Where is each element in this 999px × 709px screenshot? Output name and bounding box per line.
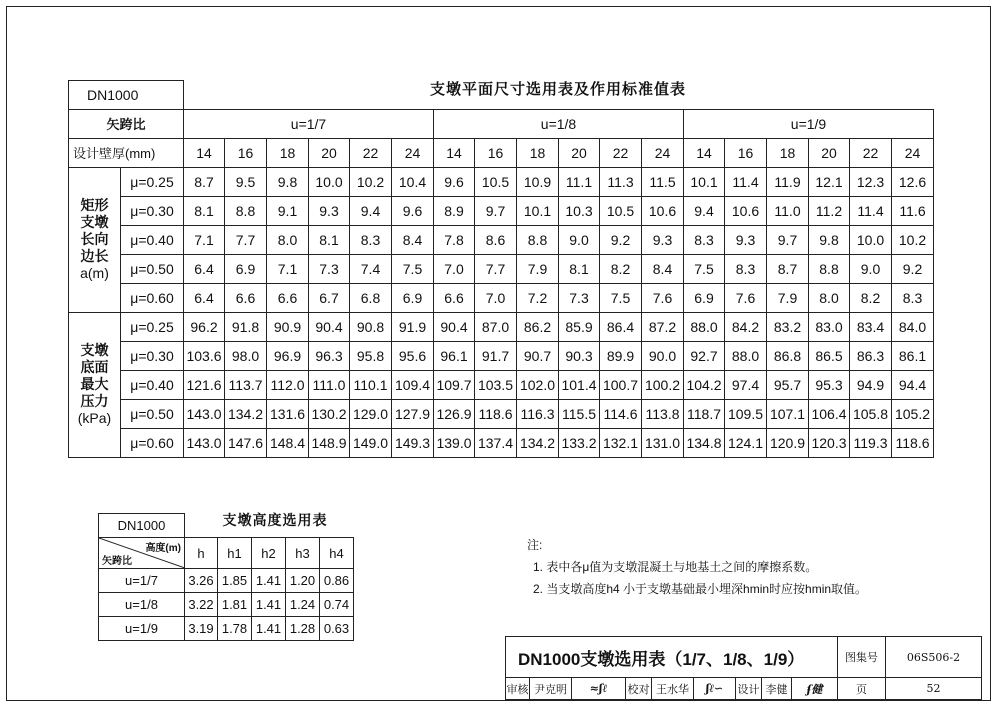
- table-cell: 137.4: [475, 428, 517, 457]
- table-cell: 9.4: [684, 196, 725, 225]
- table-cell: 97.4: [725, 370, 767, 399]
- table-cell: 120.3: [809, 428, 850, 457]
- table-cell: 105.2: [892, 399, 934, 428]
- table-cell: 9.2: [892, 254, 934, 283]
- table-cell: 7.0: [434, 254, 475, 283]
- height-header: h1: [218, 538, 252, 569]
- table-cell: 109.7: [434, 370, 475, 399]
- table-cell: 12.3: [850, 167, 892, 196]
- table-cell: 83.4: [850, 312, 892, 341]
- table-cell: 95.8: [350, 341, 392, 370]
- thickness-header: 22: [600, 138, 642, 167]
- table-cell: 87.0: [475, 312, 517, 341]
- table-cell: 134.2: [225, 399, 267, 428]
- label-line: 边长: [80, 248, 109, 264]
- table-cell: 95.7: [767, 370, 809, 399]
- table-cell: 7.1: [184, 225, 225, 254]
- table-cell: 9.1: [267, 196, 309, 225]
- label-line: (kPa): [77, 410, 112, 426]
- thickness-header: 16: [475, 138, 517, 167]
- table-cell: 6.6: [267, 283, 309, 312]
- table-cell: 1.24: [286, 593, 320, 617]
- table-cell: 118.6: [475, 399, 517, 428]
- mu-label: μ=0.30: [121, 341, 184, 370]
- table-cell: 8.7: [767, 254, 809, 283]
- label-line: a(m): [80, 265, 109, 281]
- table-cell: 149.0: [350, 428, 392, 457]
- table-row: [69, 283, 934, 312]
- table-cell: 9.7: [475, 196, 517, 225]
- table-cell: 7.5: [600, 283, 642, 312]
- table-cell: 96.3: [309, 341, 350, 370]
- table-cell: 7.2: [517, 283, 559, 312]
- table-cell: 90.4: [309, 312, 350, 341]
- table-cell: 143.0: [184, 399, 225, 428]
- table-cell: 7.9: [517, 254, 559, 283]
- table-cell: 3.26: [185, 569, 218, 593]
- table-cell: 7.5: [684, 254, 725, 283]
- thickness-row-label: 设计壁厚(mm): [69, 138, 184, 167]
- table-cell: 8.2: [600, 254, 642, 283]
- corner-cell: [99, 538, 185, 569]
- table-cell: 104.2: [684, 370, 725, 399]
- table-cell: 3.19: [185, 617, 218, 641]
- table-cell: 90.3: [559, 341, 600, 370]
- table-cell: 0.63: [320, 617, 354, 641]
- mu-label: μ=0.40: [121, 370, 184, 399]
- table-cell: 131.0: [642, 428, 684, 457]
- table-cell: 96.1: [434, 341, 475, 370]
- table-cell: 102.0: [517, 370, 559, 399]
- table-cell: 11.3: [600, 167, 642, 196]
- table-cell: 11.4: [850, 196, 892, 225]
- table-cell: 110.1: [350, 370, 392, 399]
- table-cell: 7.9: [767, 283, 809, 312]
- table-cell: 1.41: [252, 593, 286, 617]
- note-item: 1. 表中各μ值为支墩混凝土与地基土之间的摩擦系数。: [533, 560, 818, 574]
- table-cell: 10.2: [350, 167, 392, 196]
- page-label: 页: [838, 678, 886, 700]
- pipe-label: DN1000: [69, 81, 184, 110]
- table-cell: 8.1: [309, 225, 350, 254]
- table-cell: 10.6: [725, 196, 767, 225]
- table-cell: 8.0: [267, 225, 309, 254]
- table-cell: 9.0: [850, 254, 892, 283]
- table-cell: 90.8: [350, 312, 392, 341]
- thickness-header: 14: [434, 138, 475, 167]
- table-cell: 116.3: [517, 399, 559, 428]
- table-cell: 89.9: [600, 341, 642, 370]
- table-cell: 9.7: [767, 225, 809, 254]
- table-cell: 8.1: [559, 254, 600, 283]
- table-cell: 8.1: [184, 196, 225, 225]
- table-cell: 85.9: [559, 312, 600, 341]
- table-cell: 10.6: [642, 196, 684, 225]
- table-cell: 7.3: [309, 254, 350, 283]
- ratio-label: u=1/8: [99, 593, 185, 617]
- label-line: 底面: [80, 359, 109, 375]
- ratio-label: u=1/9: [99, 617, 185, 641]
- table-cell: 11.4: [725, 167, 767, 196]
- table-cell: 112.0: [267, 370, 309, 399]
- table-cell: 8.3: [892, 283, 934, 312]
- page-number: 52: [886, 678, 982, 700]
- thickness-header: 18: [267, 138, 309, 167]
- table-cell: 7.7: [225, 225, 267, 254]
- table-cell: 10.5: [475, 167, 517, 196]
- table-cell: 9.0: [559, 225, 600, 254]
- table-cell: 86.4: [600, 312, 642, 341]
- table-cell: 8.4: [642, 254, 684, 283]
- ratio-row-label: 矢跨比: [69, 109, 184, 138]
- table-cell: 9.3: [642, 225, 684, 254]
- table-cell: 119.3: [850, 428, 892, 457]
- table-cell: 1.20: [286, 569, 320, 593]
- table-cell: 9.6: [392, 196, 434, 225]
- corner-top-label: 高度(m): [145, 543, 181, 554]
- bearing-size-table: [68, 80, 934, 458]
- table-cell: 1.41: [252, 569, 286, 593]
- table-cell: 10.4: [392, 167, 434, 196]
- table-cell: 121.6: [184, 370, 225, 399]
- table-cell: 134.2: [517, 428, 559, 457]
- table-cell: 8.8: [809, 254, 850, 283]
- table-cell: 118.6: [892, 428, 934, 457]
- table-cell: 111.0: [309, 370, 350, 399]
- table-cell: 11.6: [892, 196, 934, 225]
- table-cell: 12.1: [809, 167, 850, 196]
- table-cell: 6.4: [184, 254, 225, 283]
- ratio-label: u=1/7: [99, 569, 185, 593]
- table-cell: 118.7: [684, 399, 725, 428]
- table-cell: 6.9: [684, 283, 725, 312]
- table-row: [69, 254, 934, 283]
- table-cell: 139.0: [434, 428, 475, 457]
- table-cell: 9.5: [225, 167, 267, 196]
- table-row: [69, 167, 934, 196]
- table-cell: 7.1: [267, 254, 309, 283]
- thickness-header: 20: [559, 138, 600, 167]
- table-cell: 95.6: [392, 341, 434, 370]
- mu-label: μ=0.60: [121, 283, 184, 312]
- table-row: [69, 312, 934, 341]
- ratio-group: u=1/8: [434, 109, 684, 138]
- thickness-header: 20: [309, 138, 350, 167]
- mu-label: μ=0.60: [121, 428, 184, 457]
- table-cell: 1.81: [218, 593, 252, 617]
- designer-signature: ʄ健: [792, 678, 838, 700]
- table-cell: 8.3: [725, 254, 767, 283]
- mu-label: μ=0.40: [121, 225, 184, 254]
- label-line: 长向: [80, 231, 109, 247]
- thickness-header: 16: [725, 138, 767, 167]
- mu-label: μ=0.25: [121, 312, 184, 341]
- table-cell: 130.2: [309, 399, 350, 428]
- table-row: [99, 617, 354, 641]
- table-cell: 86.5: [809, 341, 850, 370]
- table-row: [99, 569, 354, 593]
- table-cell: 90.0: [642, 341, 684, 370]
- table-cell: 11.0: [767, 196, 809, 225]
- table-cell: 84.0: [892, 312, 934, 341]
- table-cell: 96.2: [184, 312, 225, 341]
- thickness-header: 24: [392, 138, 434, 167]
- table-cell: 91.8: [225, 312, 267, 341]
- table-cell: 10.0: [850, 225, 892, 254]
- table-cell: 86.1: [892, 341, 934, 370]
- ratio-group: u=1/7: [184, 109, 434, 138]
- table-cell: 105.8: [850, 399, 892, 428]
- table-cell: 131.6: [267, 399, 309, 428]
- table-cell: 6.7: [309, 283, 350, 312]
- atlas-number: 06S506-2: [886, 637, 982, 678]
- table-cell: 8.8: [225, 196, 267, 225]
- table-cell: 133.2: [559, 428, 600, 457]
- table-cell: 7.7: [475, 254, 517, 283]
- label-line: 支墩: [80, 342, 109, 358]
- table-row: [69, 225, 934, 254]
- table-cell: 143.0: [184, 428, 225, 457]
- section-b-label: [69, 312, 121, 457]
- table-cell: 9.8: [267, 167, 309, 196]
- table-cell: 6.6: [434, 283, 475, 312]
- table-cell: 1.78: [218, 617, 252, 641]
- table-cell: 9.6: [434, 167, 475, 196]
- table-cell: 10.2: [892, 225, 934, 254]
- table-cell: 0.74: [320, 593, 354, 617]
- mu-label: μ=0.50: [121, 399, 184, 428]
- table-cell: 120.9: [767, 428, 809, 457]
- table-cell: 107.1: [767, 399, 809, 428]
- table-cell: 106.4: [809, 399, 850, 428]
- table-cell: 148.4: [267, 428, 309, 457]
- table-cell: 1.41: [252, 617, 286, 641]
- height-header: h3: [286, 538, 320, 569]
- table-cell: 9.4: [350, 196, 392, 225]
- mu-label: μ=0.50: [121, 254, 184, 283]
- table-cell: 8.4: [392, 225, 434, 254]
- table-cell: 114.6: [600, 399, 642, 428]
- table-cell: 10.1: [684, 167, 725, 196]
- table-cell: 7.0: [475, 283, 517, 312]
- corner-bottom-label: 矢跨比: [102, 556, 132, 567]
- table-cell: 11.9: [767, 167, 809, 196]
- label-line: 支墩: [80, 214, 109, 230]
- table-cell: 91.7: [475, 341, 517, 370]
- height-header: h4: [320, 538, 354, 569]
- table-cell: 7.5: [392, 254, 434, 283]
- table-cell: 83.0: [809, 312, 850, 341]
- thickness-header: 18: [767, 138, 809, 167]
- table-cell: 148.9: [309, 428, 350, 457]
- table-cell: 90.7: [517, 341, 559, 370]
- thickness-header: 14: [684, 138, 725, 167]
- table-cell: 113.7: [225, 370, 267, 399]
- label-line: 压力: [80, 393, 109, 409]
- table-cell: 92.7: [684, 341, 725, 370]
- table-cell: 147.6: [225, 428, 267, 457]
- height-table-title: 支墩高度选用表: [222, 512, 328, 528]
- drawing-title: DN1000支墩选用表（1/7、1/8、1/9）: [506, 637, 838, 678]
- table-cell: 86.8: [767, 341, 809, 370]
- designer-name: 李健: [762, 678, 792, 700]
- table-row: [69, 370, 934, 399]
- thickness-header: 16: [225, 138, 267, 167]
- table-cell: 0.86: [320, 569, 354, 593]
- table-cell: 83.2: [767, 312, 809, 341]
- table-cell: 6.4: [184, 283, 225, 312]
- thickness-header: 22: [350, 138, 392, 167]
- table-cell: 9.8: [809, 225, 850, 254]
- table-cell: 90.9: [267, 312, 309, 341]
- table-row: [99, 593, 354, 617]
- label-line: 最大: [80, 376, 109, 392]
- table-cell: 10.0: [309, 167, 350, 196]
- table-cell: 88.0: [684, 312, 725, 341]
- table-cell: 8.8: [517, 225, 559, 254]
- table-row: [69, 196, 934, 225]
- ratio-group: u=1/9: [684, 109, 934, 138]
- checker-name: 王水华: [652, 678, 694, 700]
- table-cell: 149.3: [392, 428, 434, 457]
- thickness-header: 22: [850, 138, 892, 167]
- notes: [527, 534, 867, 600]
- table-cell: 86.2: [517, 312, 559, 341]
- table-cell: 3.22: [185, 593, 218, 617]
- table-cell: 8.2: [850, 283, 892, 312]
- thickness-header: 24: [642, 138, 684, 167]
- table-cell: 94.9: [850, 370, 892, 399]
- table-cell: 98.0: [225, 341, 267, 370]
- table-cell: 7.8: [434, 225, 475, 254]
- table-cell: 90.4: [434, 312, 475, 341]
- table-cell: 10.5: [600, 196, 642, 225]
- thickness-header: 14: [184, 138, 225, 167]
- table-cell: 7.6: [725, 283, 767, 312]
- title-block: [505, 636, 982, 700]
- table-cell: 11.2: [809, 196, 850, 225]
- height-header: h: [185, 538, 218, 569]
- mu-label: μ=0.30: [121, 196, 184, 225]
- table-cell: 101.4: [559, 370, 600, 399]
- table-cell: 86.3: [850, 341, 892, 370]
- thickness-header: 18: [517, 138, 559, 167]
- table-cell: 113.8: [642, 399, 684, 428]
- checker-signature: ʃℓ∽: [694, 678, 736, 700]
- table-cell: 96.9: [267, 341, 309, 370]
- atlas-label: 图集号: [838, 637, 886, 678]
- table-cell: 115.5: [559, 399, 600, 428]
- table-cell: 134.8: [684, 428, 725, 457]
- reviewer-signature: ≈ʃℓ: [572, 678, 626, 700]
- table-cell: 10.1: [517, 196, 559, 225]
- table-cell: 8.3: [684, 225, 725, 254]
- notes-heading: 注:: [527, 538, 543, 552]
- table-cell: 8.3: [350, 225, 392, 254]
- reviewer-name: 尹克明: [530, 678, 572, 700]
- section-a-label: [69, 167, 121, 312]
- table-cell: 124.1: [725, 428, 767, 457]
- table-cell: 103.6: [184, 341, 225, 370]
- table-cell: 8.6: [475, 225, 517, 254]
- table-cell: 88.0: [725, 341, 767, 370]
- table-cell: 87.2: [642, 312, 684, 341]
- table-cell: 84.2: [725, 312, 767, 341]
- table-cell: 94.4: [892, 370, 934, 399]
- label-line: 矩形: [80, 197, 109, 213]
- height-header: h2: [252, 538, 286, 569]
- table-cell: 127.9: [392, 399, 434, 428]
- main-table-title: 支墩平面尺寸选用表及作用标准值表: [429, 81, 686, 98]
- check-label: 校对: [626, 678, 652, 700]
- table-cell: 6.6: [225, 283, 267, 312]
- table-cell: 12.6: [892, 167, 934, 196]
- table-cell: 95.3: [809, 370, 850, 399]
- table-cell: 7.3: [559, 283, 600, 312]
- design-label: 设计: [736, 678, 762, 700]
- mu-label: μ=0.25: [121, 167, 184, 196]
- table-cell: 109.4: [392, 370, 434, 399]
- table-cell: 109.5: [725, 399, 767, 428]
- thickness-header: 20: [809, 138, 850, 167]
- table-cell: 9.3: [309, 196, 350, 225]
- table-cell: 132.1: [600, 428, 642, 457]
- table-cell: 103.5: [475, 370, 517, 399]
- table-cell: 129.0: [350, 399, 392, 428]
- table-cell: 9.3: [725, 225, 767, 254]
- table-row: [69, 428, 934, 457]
- table-cell: 7.4: [350, 254, 392, 283]
- thickness-header: 24: [892, 138, 934, 167]
- table-cell: 91.9: [392, 312, 434, 341]
- table-cell: 10.3: [559, 196, 600, 225]
- table-cell: 11.5: [642, 167, 684, 196]
- table-cell: 9.2: [600, 225, 642, 254]
- table-cell: 11.1: [559, 167, 600, 196]
- table-cell: 100.7: [600, 370, 642, 399]
- table-cell: 1.85: [218, 569, 252, 593]
- table-cell: 126.9: [434, 399, 475, 428]
- table-cell: 6.9: [225, 254, 267, 283]
- height-pipe-label: DN1000: [99, 514, 185, 538]
- table-row: [69, 341, 934, 370]
- table-cell: 7.6: [642, 283, 684, 312]
- table-cell: 8.7: [184, 167, 225, 196]
- height-table: [98, 513, 354, 641]
- table-cell: 8.0: [809, 283, 850, 312]
- table-cell: 10.9: [517, 167, 559, 196]
- note-item: 2. 当支墩高度h4 小于支墩基础最小埋深hmin时应按hmin取值。: [533, 582, 868, 596]
- table-cell: 100.2: [642, 370, 684, 399]
- review-label: 审核: [506, 678, 530, 700]
- table-row: [69, 399, 934, 428]
- table-cell: 6.9: [392, 283, 434, 312]
- table-cell: 8.9: [434, 196, 475, 225]
- table-cell: 6.8: [350, 283, 392, 312]
- table-cell: 1.28: [286, 617, 320, 641]
